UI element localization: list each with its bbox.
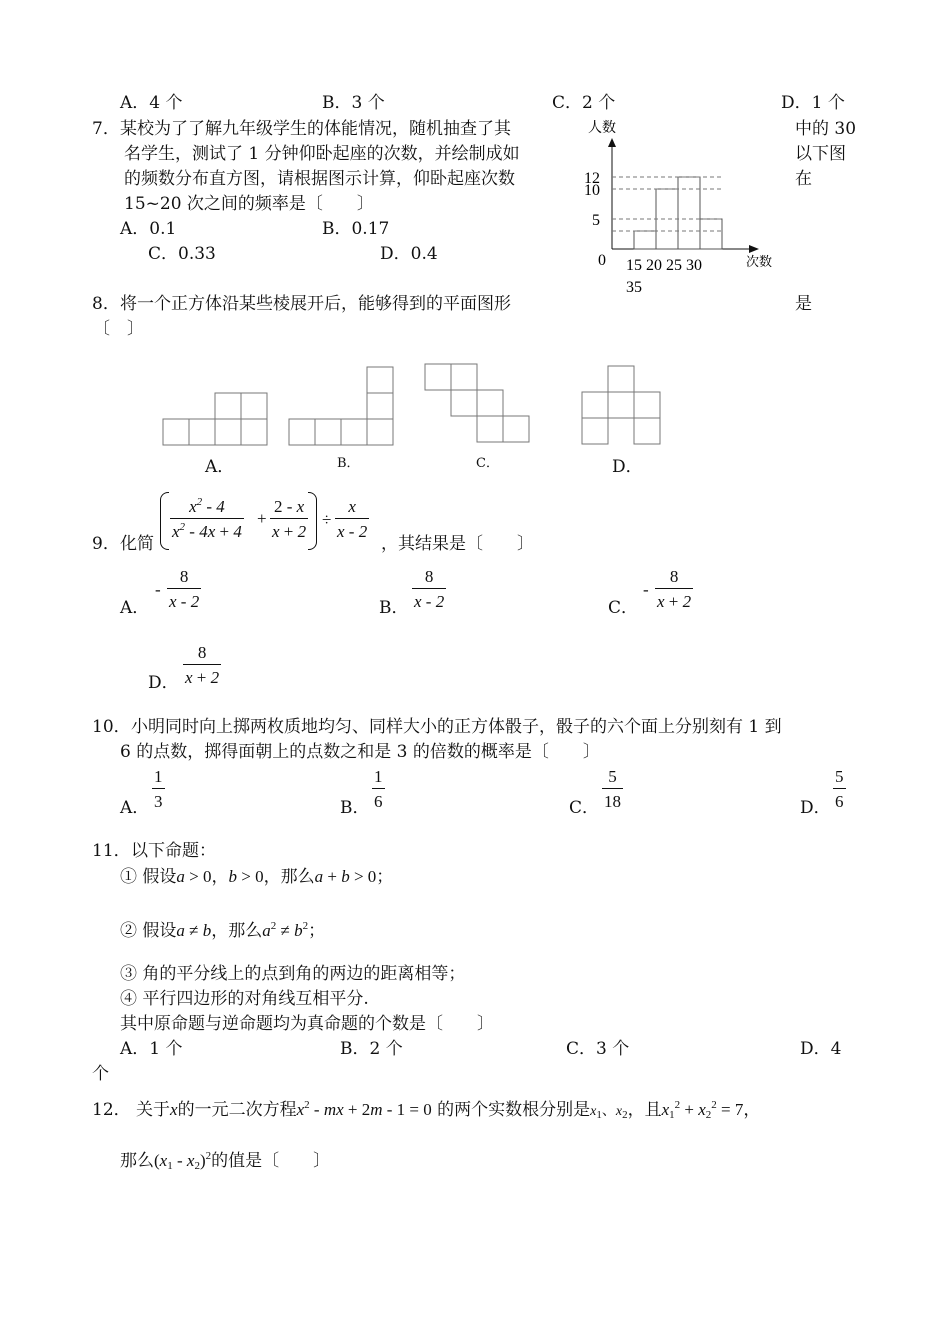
q8-tail: 是 <box>795 294 812 314</box>
histogram-bar-15-20 <box>634 231 656 249</box>
y-tick-label-12: 12 <box>584 170 600 187</box>
q9-option-b-fraction: 8 x - 2 <box>414 567 445 611</box>
q10-line1: 小明同时向上掷两枚质地均匀、同样大小的正方体骰子，骰子的六个面上分别刻有 1 到 <box>131 717 782 737</box>
x-axis-label: 次数 <box>746 255 773 270</box>
q12-line2: 那么$(x_1 - x_2)^2$的值是〔 〕 <box>120 1150 331 1172</box>
q6-option-c: C．2 个 <box>552 93 616 113</box>
q11-proposition-2: ② 假设a ≠ b，那么$a^2 \ne b^2$； <box>120 920 326 941</box>
x-tick-labels: 15 20 25 30 <box>626 257 702 274</box>
q10-option-b-fraction: 1 6 <box>374 767 383 811</box>
q10-option-d-fraction: 5 6 <box>835 767 844 811</box>
q11-proposition-1: ① 假设a > 0，b > 0，那么a + b > 0； <box>120 867 394 887</box>
q7-line3-tail: 在 <box>795 169 812 189</box>
q9-option-a-sign: - <box>155 580 161 599</box>
q11-option-c: C．3 个 <box>566 1039 630 1059</box>
q6-option-a: A．4 个 <box>120 93 183 113</box>
q11-number: 11． <box>92 841 131 861</box>
q9-fraction-2: 2 - x x + 2 <box>272 497 307 541</box>
q11-ask: 其中原命题与逆命题均为真命题的个数是〔 〕 <box>120 1014 494 1034</box>
q9-left-paren <box>160 492 169 550</box>
q8-number: 8． <box>92 294 120 314</box>
histogram-bar-20-25 <box>656 189 678 249</box>
q7-option-c: C．0.33 <box>148 244 216 264</box>
y-axis-label: 人数 <box>588 120 616 136</box>
q10-option-a-fraction: 1 3 <box>154 767 163 811</box>
q11-proposition-4: ④ 平行四边形的对角线互相平分. <box>120 989 369 1009</box>
q10-line2: 6 的点数，掷得面朝上的点数之和是 3 的倍数的概率是〔 〕 <box>120 742 600 762</box>
q9-fraction-3: x x - 2 <box>337 497 368 541</box>
q8-label-d: D． <box>612 457 643 477</box>
q9-plus: + <box>257 509 267 528</box>
q7-option-a: A．0.1 <box>120 219 177 239</box>
x-axis-arrow <box>749 245 759 253</box>
q7-line4: 15~20 次之间的频率是〔 〕 <box>124 194 374 214</box>
q9-option-c-label: C． <box>608 598 639 618</box>
q11-option-a: A．1 个 <box>120 1039 183 1059</box>
q9-right-paren <box>308 492 317 550</box>
q7-line2-tail: 以下图 <box>795 144 846 164</box>
q9-option-c-sign: - <box>643 580 649 599</box>
q8-bracket: 〔 〕 <box>93 319 144 339</box>
q7-line1: 某校为了了解九年级学生的体能情况，随机抽查了其 <box>120 119 511 139</box>
q9-number: 9． <box>92 534 120 554</box>
cube-net-c <box>424 363 536 445</box>
histogram-bar-30-35 <box>700 219 722 249</box>
q10-option-a-label: A． <box>120 798 150 818</box>
q10-option-c-fraction: 5 18 <box>604 767 621 811</box>
x-tick-label-wrap: 35 <box>626 279 642 296</box>
q9-fraction-1: $x^2 - 4$ $x^2 - 4x + 4$ <box>172 496 242 541</box>
q9-option-a-fraction: 8 x - 2 <box>169 567 200 611</box>
q7-line3: 的频数分布直方图，请根据图示计算，仰卧起座次数 <box>124 169 515 189</box>
q11-option-d-wrap: 个 <box>92 1064 109 1084</box>
q10-option-c-label: C． <box>569 798 600 818</box>
q9-divide: ÷ <box>322 510 332 529</box>
cube-net-a <box>162 392 272 448</box>
cube-net-b <box>288 366 398 448</box>
q9-option-d-label: D． <box>148 673 179 693</box>
q8-label-b: B． <box>337 456 360 471</box>
q9-option-b-label: B． <box>379 598 409 618</box>
q9-tail: ，其结果是〔 〕 <box>381 534 534 554</box>
q7-line1-tail: 中的 30 <box>795 119 857 139</box>
q10-number: 10． <box>92 717 131 737</box>
histogram-bar-25-30 <box>678 177 700 249</box>
q11-head: 以下命题： <box>131 841 216 861</box>
q6-option-b: B．3 个 <box>322 93 385 113</box>
frequency-histogram <box>560 112 790 302</box>
y-tick-label-10: 10 <box>584 182 600 199</box>
q11-option-b: B．2 个 <box>340 1039 403 1059</box>
origin-label: 0 <box>598 252 606 269</box>
q8-text: 将一个正方体沿某些棱展开后，能够得到的平面图形 <box>120 294 511 314</box>
q9-option-a-label: A． <box>120 598 150 618</box>
q8-label-a: A． <box>205 457 235 477</box>
q12-line1: 12． 关于x的一元二次方程$x^2$ - mx + 2m - 1 = 0 的两个实数根分别是$x_1$、$x_2$，且$x_1^2 + x_2^2 = 7$， <box>92 1099 761 1121</box>
cube-net-d <box>581 365 665 447</box>
q6-option-d: D．1 个 <box>781 93 845 113</box>
q7-option-b: B．0.17 <box>322 219 390 239</box>
q7-line2: 名学生，测试了 1 分钟仰卧起座的次数，并绘制成如 <box>124 144 520 164</box>
q9-lead: 化简 <box>120 534 154 554</box>
q7-number: 7． <box>92 119 120 139</box>
q11-proposition-3: ③ 角的平分线上的点到角的两边的距离相等； <box>120 964 466 984</box>
y-axis-arrow <box>608 138 616 147</box>
q9-option-c-fraction: 8 x + 2 <box>657 567 692 611</box>
q8-label-c: C． <box>476 456 499 471</box>
q7-option-d: D．0.4 <box>380 244 438 264</box>
q11-option-d: D．4 <box>800 1039 842 1059</box>
q9-option-d-fraction: 8 x + 2 <box>185 643 220 687</box>
q10-option-b-label: B． <box>340 798 370 818</box>
y-tick-label-5: 5 <box>592 212 600 229</box>
q10-option-d-label: D． <box>800 798 831 818</box>
